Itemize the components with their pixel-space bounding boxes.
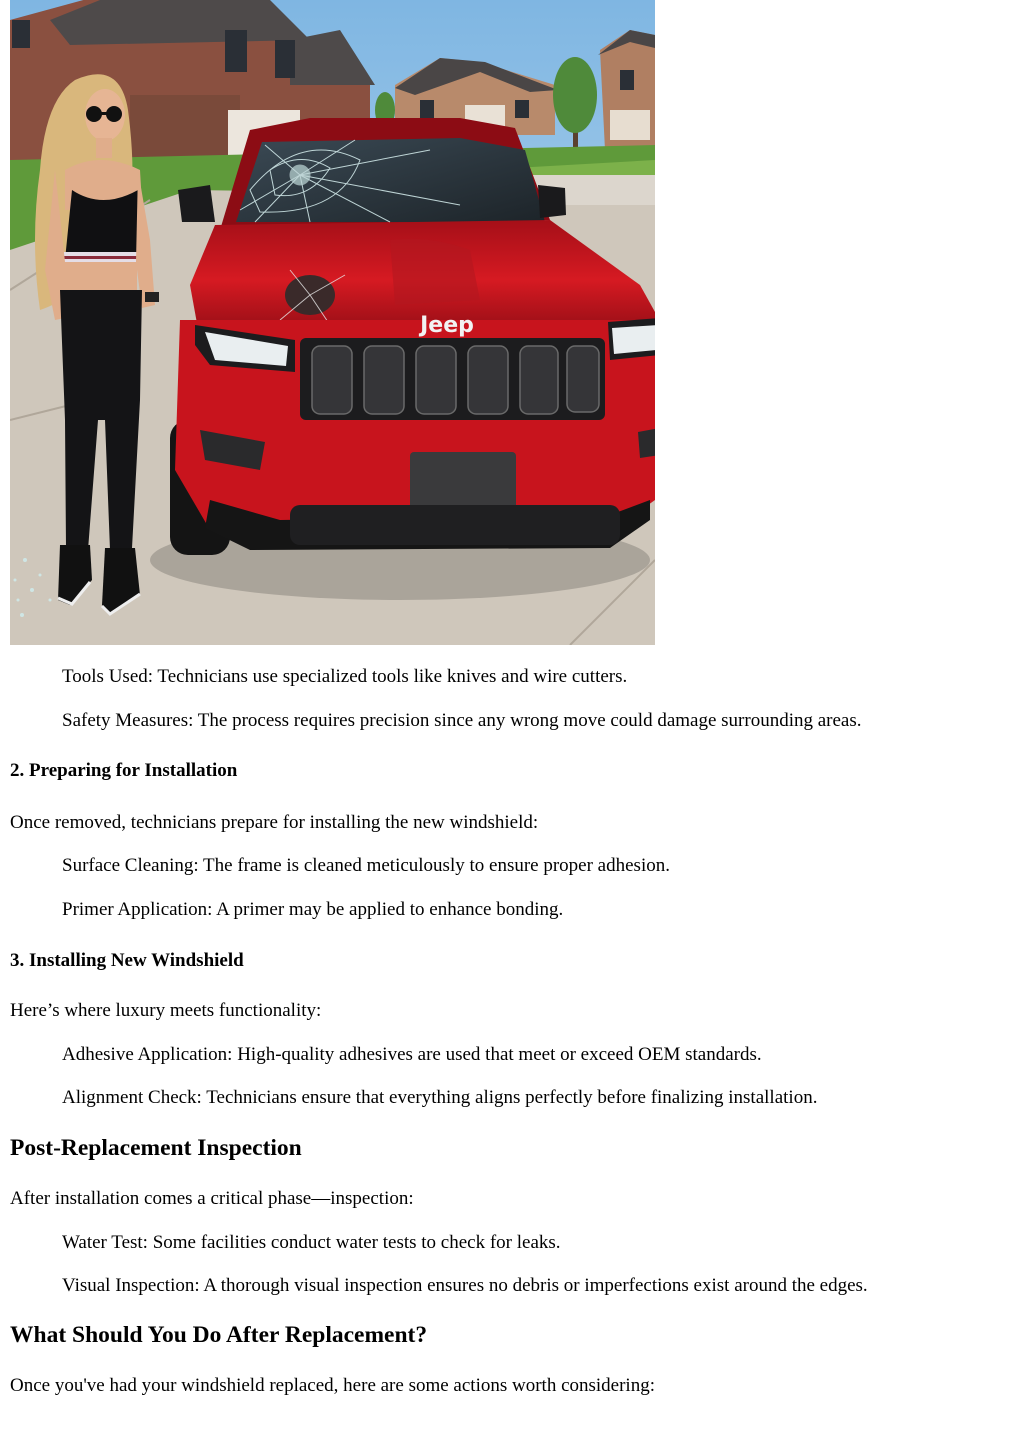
cracked-windshield <box>236 138 545 222</box>
section-3-heading: 3. Installing New Windshield <box>10 950 244 971</box>
hero-illustration <box>10 0 655 645</box>
surface-cleaning-bullet: Surface Cleaning: The frame is cleaned meticulously to ensure proper adhesion. <box>62 855 670 876</box>
safety-measures-bullet: Safety Measures: The process requires precision since any wrong move could damage surrounding areas. <box>62 710 862 731</box>
inspection-heading: Post-Replacement Inspection <box>10 1135 302 1161</box>
adhesive-application-bullet: Adhesive Application: High-quality adhesives are used that meet or exceed OEM standards. <box>62 1044 762 1065</box>
water-test-bullet: Water Test: Some facilities conduct water tests to check for leaks. <box>62 1232 561 1253</box>
after-replacement-heading: What Should You Do After Replacement? <box>10 1322 428 1348</box>
section-2-intro: Once removed, technicians prepare for installing the new windshield: <box>10 812 539 833</box>
tools-used-bullet: Tools Used: Technicians use specialized tools like knives and wire cutters. <box>62 666 628 687</box>
hero-image <box>10 0 655 645</box>
section-3-intro: Here’s where luxury meets functionality: <box>10 1000 322 1021</box>
primer-application-bullet: Primer Application: A primer may be applied to enhance bonding. <box>62 899 564 920</box>
inspection-intro: After installation comes a critical phase—inspection: <box>10 1188 414 1209</box>
grille-badge: Jeep <box>420 313 474 338</box>
alignment-check-bullet: Alignment Check: Technicians ensure that everything aligns perfectly before finalizing installation. <box>62 1087 818 1108</box>
after-replacement-intro: Once you've had your windshield replaced, here are some actions worth considering: <box>10 1375 655 1396</box>
visual-inspection-bullet: Visual Inspection: A thorough visual inspection ensures no debris or imperfections exist around the edges. <box>62 1275 868 1296</box>
section-2-heading: 2. Preparing for Installation <box>10 760 238 781</box>
license-plate <box>410 452 516 512</box>
